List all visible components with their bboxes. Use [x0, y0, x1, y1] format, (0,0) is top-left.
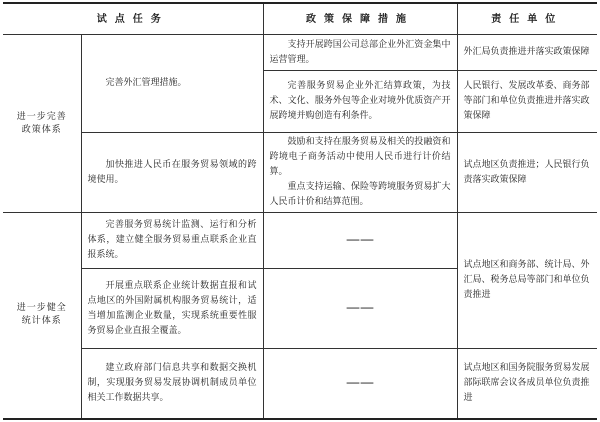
- table-row: [3, 35, 597, 71]
- responsible-text: 试点地区和国务院服务贸易发展部际联席会议各成员单位负责推进: [463, 362, 590, 403]
- measure-dash: ——: [346, 374, 374, 391]
- measure-dash: ——: [346, 300, 374, 316]
- responsible-cell: [457, 133, 597, 213]
- measure-cell: [263, 71, 457, 133]
- table-row: [3, 213, 597, 269]
- responsible-text: 试点地区和商务部、统计局、外汇局、税务总局等部门和单位负责推进: [463, 260, 590, 300]
- measure-dash: ——: [346, 232, 374, 248]
- task-text: 建立政府部门信息共享和数据交换机制，实现服务贸易发展协调机制成员单位相关工作数据共享。: [87, 362, 257, 403]
- category-cell: [3, 213, 81, 419]
- header-task: 试点任务: [3, 3, 263, 35]
- task-text: 完善服务贸易统计监测、运行和分析体系，建立健全服务贸易重点联系企业直报系统。: [87, 220, 257, 260]
- measure-cell: [263, 349, 457, 419]
- task-cell: [81, 35, 263, 133]
- responsible-cell: [457, 35, 597, 71]
- measure-cell: [263, 213, 457, 269]
- task-cell: [81, 133, 263, 213]
- header-row: [3, 3, 597, 35]
- measure-cell: [263, 35, 457, 71]
- header-responsible: 责任单位: [457, 3, 597, 35]
- responsible-text: 人民银行、发展改革委、商务部等部门和单位负责推进并落实政策保障: [463, 81, 590, 121]
- category-cell: [3, 35, 81, 213]
- responsible-text: 外汇局负责推进并落实政策保障: [463, 47, 590, 57]
- task-cell: [81, 269, 263, 349]
- task-text: 开展重点联系企业统计数据直报和试点地区的外国附属机构服务贸易统计，适当增加监测企业数量，实现系统重要性服务贸易企业直报全覆盖。: [87, 280, 257, 336]
- task-cell: [81, 213, 263, 269]
- table-row: [3, 133, 597, 213]
- measure-text: 完善服务贸易企业外汇结算政策，为技术、文化、服务外包等企业对境外优质资产开展跨境并购创造有利条件。: [269, 81, 451, 121]
- measure-text: 鼓励和支持在服务贸易及相关的投融资和跨境电子商务活动中使用人民币进行计价结算。: [269, 137, 451, 177]
- responsible-cell: [457, 213, 597, 349]
- category-label-line2: 政策体系: [21, 124, 62, 135]
- measure-cell: [263, 133, 457, 213]
- category-label-line1: 进一步健全: [16, 303, 67, 314]
- table-row: [3, 349, 597, 419]
- task-text: 加快推进人民币在服务贸易领域的跨境使用。: [87, 159, 257, 185]
- measure-cell: [263, 269, 457, 349]
- category-label-line2: 统计体系: [21, 316, 62, 327]
- category-label-line1: 进一步完善: [16, 111, 67, 122]
- header-measures: 政策保障措施: [263, 3, 457, 35]
- measure-text: 重点支持运输、保险等跨境服务贸易扩大人民币计价和结算范围。: [269, 182, 451, 207]
- responsible-text: 试点地区负责推进；人民银行负责落实政策保障: [463, 159, 590, 185]
- responsible-cell: [457, 71, 597, 133]
- task-cell: [81, 349, 263, 419]
- responsible-cell: [457, 349, 597, 419]
- policy-table: [3, 2, 597, 420]
- measure-text: 支持开展跨国公司总部企业外汇资金集中运营管理。: [269, 39, 451, 65]
- task-text: 完善外汇管理措施。: [105, 78, 187, 88]
